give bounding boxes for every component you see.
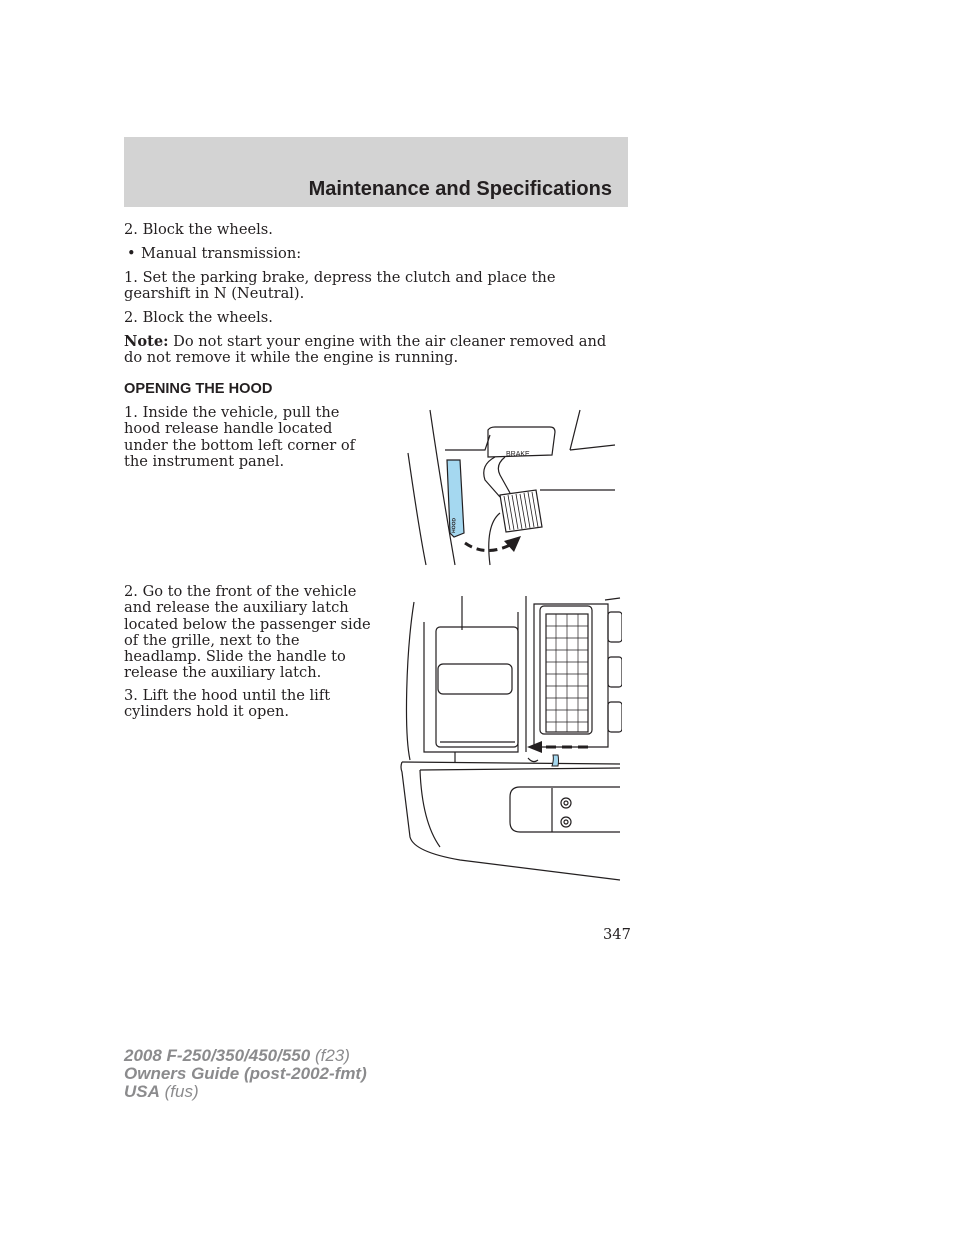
hood-step-3: 3. Lift the hood until the lift cylinders hold it open. <box>124 687 331 721</box>
step-block-wheels-1: 2. Block the wheels. <box>124 221 273 238</box>
pull-direction-arrowhead-icon <box>504 536 521 552</box>
hood-label: HOOD <box>451 517 458 534</box>
footer-guide: Owners Guide (post-2002-fmt) <box>124 1064 367 1083</box>
footer-market-code: (fus) <box>159 1082 199 1101</box>
note-label: Note: <box>124 333 169 350</box>
pull-direction-arrow <box>465 543 510 551</box>
latch-base <box>528 758 538 762</box>
footer-model-code: (f23) <box>310 1046 350 1065</box>
section-header-bar <box>124 137 628 207</box>
hood-release-handle <box>447 460 464 537</box>
bullet-symbol: • <box>127 245 136 262</box>
section-header-title: Maintenance and Specifications <box>308 178 612 200</box>
hood-step-1: 1. Inside the vehicle, pull the hood release handle located under the bottom left corner of the instrument panel. <box>124 404 356 470</box>
bullet-manual-transmission: Manual transmission: <box>141 245 302 262</box>
auxiliary-latch-handle <box>552 755 559 766</box>
hood-release-handle-figure <box>400 405 620 570</box>
note-paragraph <box>124 334 624 367</box>
auxiliary-latch-figure <box>400 592 622 884</box>
section-heading-opening-hood: OPENING THE HOOD <box>124 381 273 397</box>
brake-label: BRAKE <box>506 451 530 458</box>
grille-mesh <box>546 614 588 732</box>
hood-step-2: 2. Go to the front of the vehicle and release the auxiliary latch located below the passenger side of the grille, next to the headlamp. Slide the handle to release the auxiliary latch. <box>124 583 371 682</box>
note-text: Do not start your engine with the air cleaner removed and do not remove it while the engine is running. <box>124 333 607 367</box>
footer-market: USA <box>124 1082 160 1101</box>
page-number: 347 <box>603 926 631 943</box>
document-footer <box>124 1047 367 1101</box>
step-parking-brake: 1. Set the parking brake, depress the clutch and place the gearshift in N (Neutral). <box>124 269 556 303</box>
brake-pedal <box>500 490 542 532</box>
footer-model: 2008 F-250/350/450/550 <box>124 1046 311 1065</box>
step-block-wheels-2: 2. Block the wheels. <box>124 309 273 326</box>
